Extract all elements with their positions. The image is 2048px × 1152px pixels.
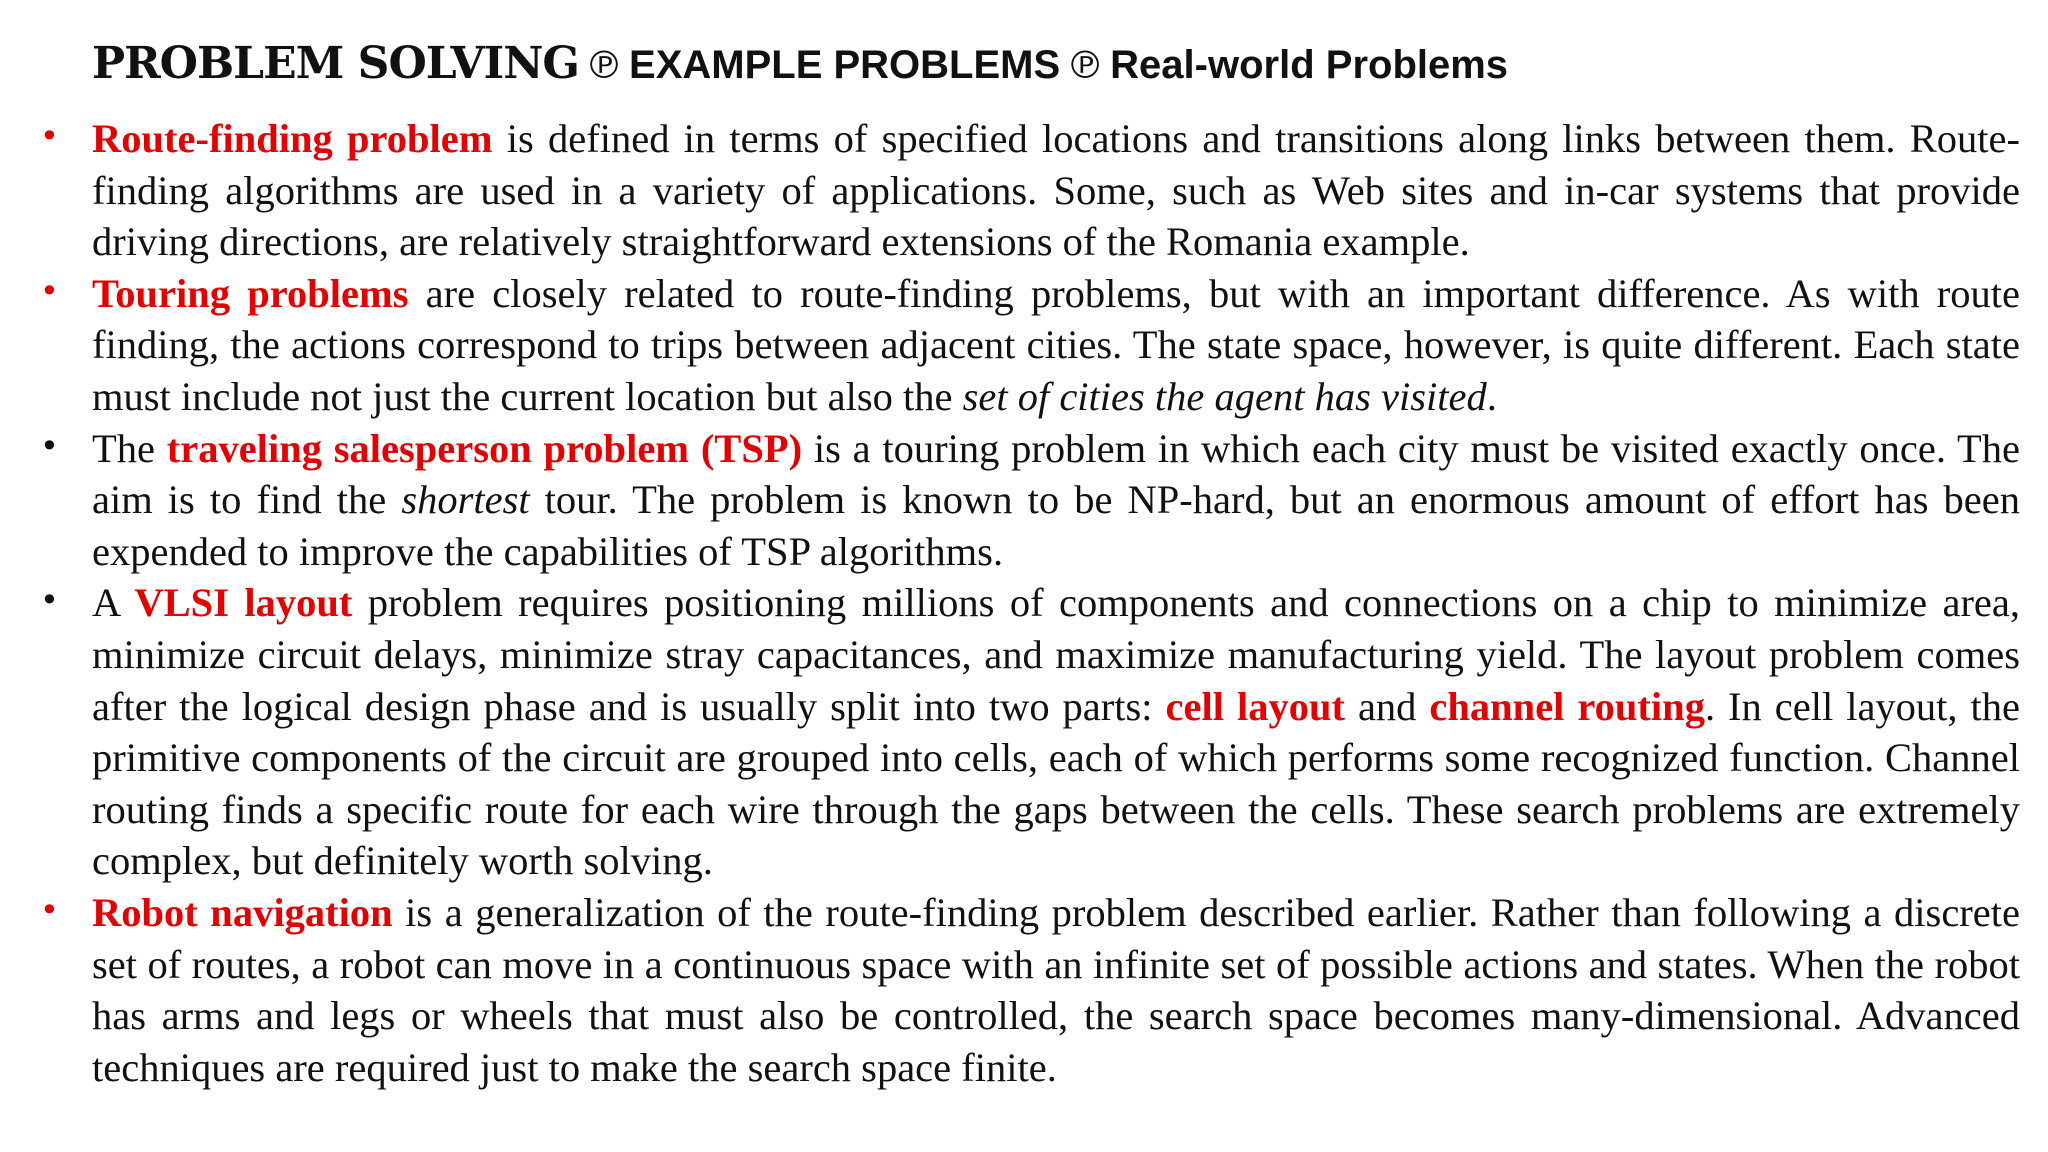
term-tsp: traveling salesperson problem (TSP) — [166, 425, 803, 471]
title-separator-icon: ℗ — [1066, 43, 1105, 87]
red-bullet-icon: • — [40, 890, 59, 929]
black-bullet-icon: • — [40, 581, 59, 620]
bullet-list — [40, 113, 2021, 1093]
term-touring-problems: Touring problems — [92, 270, 409, 316]
italic-phrase: set of cities the agent has visited — [962, 373, 1487, 419]
slide-title — [92, 38, 2012, 98]
bullet-tsp — [40, 423, 2021, 578]
bullet-text: are closely related to route-finding problems, but with an important difference. As with route finding, the actions correspond to trips between adjacent cities. The state space, however, is quite different. Each state must include not just the current location but also the — [92, 270, 2020, 419]
title-part-example-problems: EXAMPLE PROBLEMS — [629, 43, 1061, 87]
italic-phrase: shortest — [401, 477, 530, 523]
bullet-text-tail: . — [1486, 373, 1497, 419]
black-bullet-icon: • — [40, 426, 59, 465]
term-vlsi-layout: VLSI layout — [134, 580, 353, 626]
bullet-text: is a generalization of the route-finding problem described earlier. Rather than following a discrete set of routes, a robot can move in a continuous space with an infinite set of possible actions and states. When the robot has arms and legs or wheels that must also be controlled, the search space becomes many-dimensional. Advanced techniques are required just to make the search space finite. — [92, 889, 2020, 1090]
red-bullet-icon: • — [40, 271, 59, 310]
bullet-text: problem requires positioning millions of components and connections on a chip to minimize area, minimize circuit delays, minimize stray capacitances, and maximize manufacturing yield. The layout problem comes after the logical design phase and is usually split into two parts: — [92, 580, 2021, 729]
bullet-text-mid: and — [1344, 683, 1430, 729]
title-separator-icon: ℗ — [585, 43, 624, 87]
title-part-real-world-problems: Real-world Problems — [1110, 43, 1509, 87]
title-part-problem-solving: PROBLEM SOLVING — [92, 38, 580, 89]
bullet-text: is defined in terms of specified locations and transitions along links between them. Route-finding algorithms are used in a variety of applications. Some, such as Web sites and in-car systems that provide driving directions, are relatively straightforward extensions of the Romania example. — [92, 116, 2021, 265]
bullet-text: is a touring problem in which each city must be visited exactly once. The aim is to find the — [92, 425, 2021, 523]
bullet-text-tail: . In cell layout, the primitive components of the circuit are grouped into cells, each of which performs some recognized function. Channel routing finds a specific route for each wire through the gaps between the cells. These search problems are extremely complex, but definitely worth solving. — [92, 683, 2021, 884]
bullet-vlsi-layout — [40, 577, 2021, 887]
bullet-text-tail: tour. The problem is known to be NP-hard, but an enormous amount of effort has been expended to improve the capabilities of TSP algorithms. — [92, 477, 2020, 574]
bullet-route-finding — [40, 113, 2021, 268]
bullet-touring-problems — [40, 268, 2020, 423]
term-route-finding-problem: Route-finding problem — [92, 116, 493, 161]
term-cell-layout: cell layout — [1165, 683, 1345, 729]
term-channel-routing: channel routing — [1429, 683, 1705, 729]
bullet-text-lead: The — [92, 425, 167, 471]
term-robot-navigation: Robot navigation — [92, 889, 393, 935]
bullet-robot-navigation — [40, 887, 2020, 1093]
bullet-text-lead: A — [92, 580, 135, 626]
red-bullet-icon: • — [40, 117, 59, 155]
